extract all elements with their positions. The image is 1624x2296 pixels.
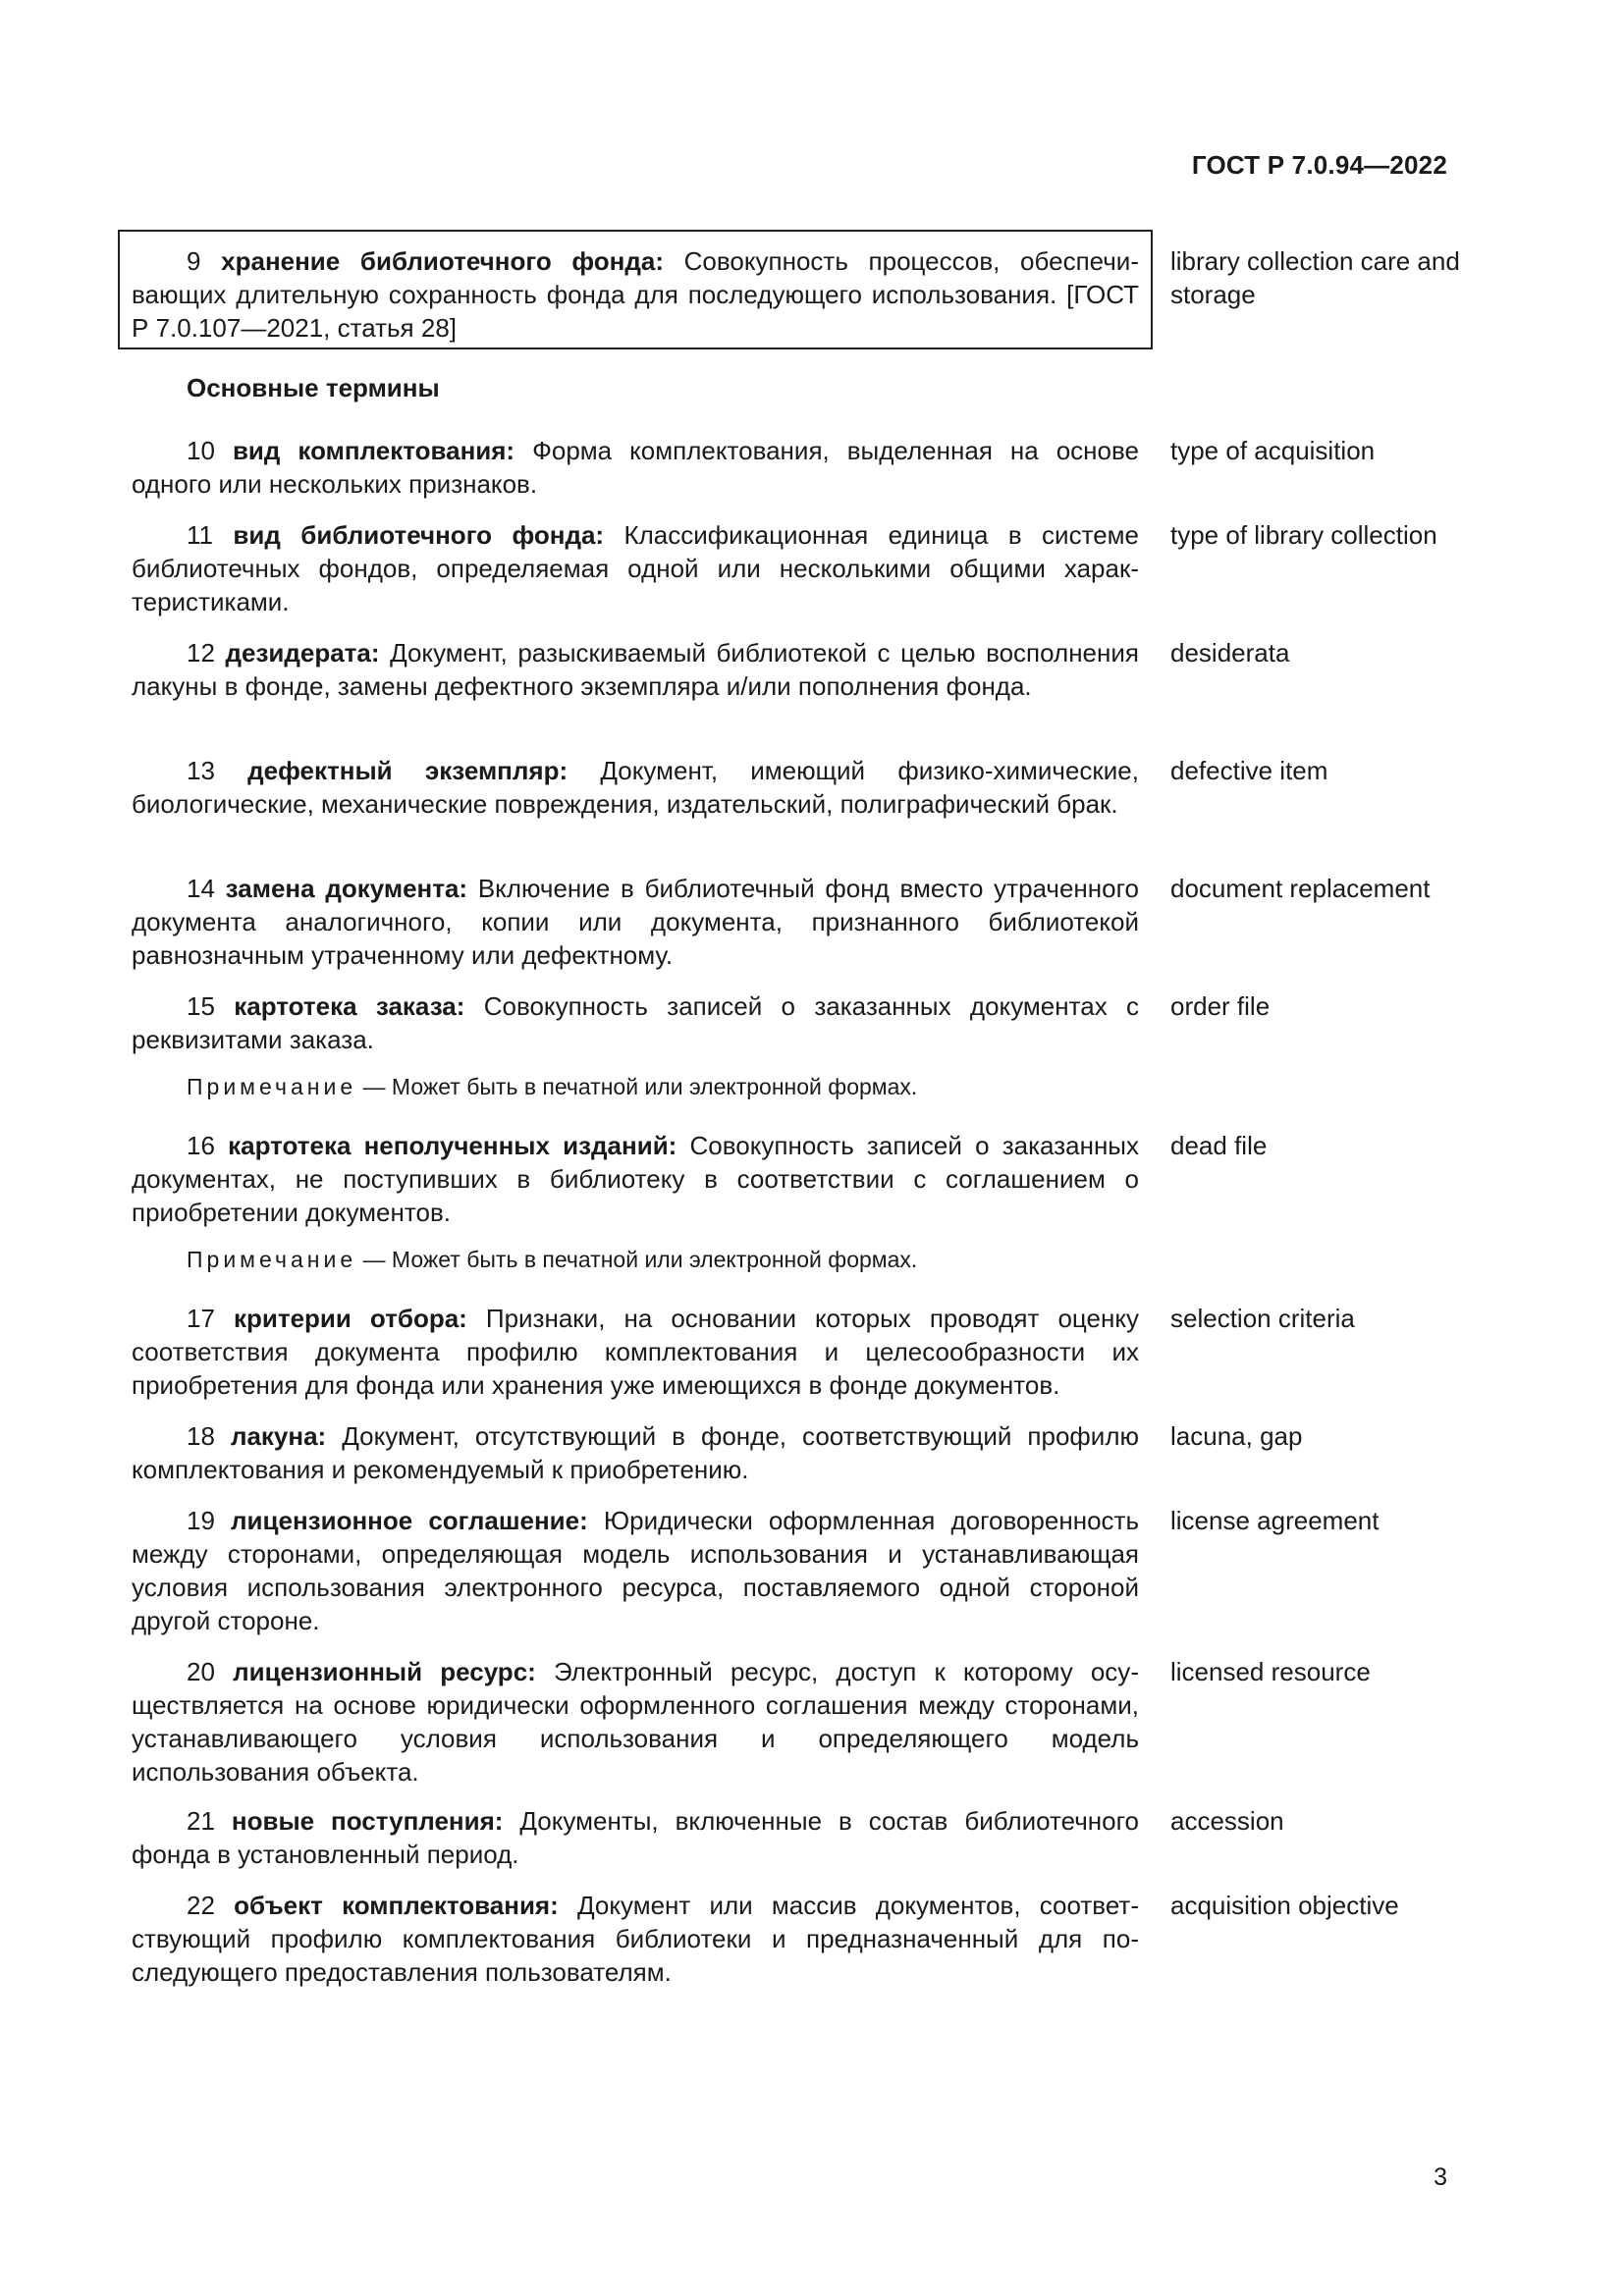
term-number: 9	[187, 246, 201, 276]
term-text: Включение в библиотечный фонд вместо утраченного документа аналогичного, копии или документа, признанного библиотекой равнозначным утраченному или дефектному.	[132, 874, 1139, 970]
term-number: 18	[187, 1421, 215, 1451]
term-definition	[132, 1804, 1139, 1871]
note-label: Примечание	[187, 1247, 357, 1272]
term-number: 10	[187, 436, 215, 465]
term-name: вид библиотечного фонда:	[233, 520, 605, 550]
term-number: 16	[187, 1131, 215, 1160]
term-number: 11	[187, 520, 213, 550]
term-definition	[132, 518, 1139, 618]
english-equivalent: library collection care and storage	[1170, 246, 1460, 309]
term-name: замена документа:	[225, 874, 468, 903]
term-number: 17	[187, 1304, 215, 1333]
english-equivalent: acquisition objective	[1170, 1891, 1399, 1920]
term-text: Классификационная единица в системе библиотечных фондов, определяемая одной или несколькими общими характеристиками.	[132, 520, 1139, 616]
term-text: Документы, включенные в состав библиотечного фонда в установленный период.	[132, 1806, 1139, 1869]
term-definition	[132, 1302, 1139, 1402]
term-name: лицензионное соглашение:	[231, 1506, 588, 1535]
term-text: Признаки, на основании которых проводят оценку соответствия документа профилю комплектования и целесообразности их приобретения для фонда или хранения уже имеющихся в фонде документов.	[132, 1304, 1139, 1400]
term-name: вид комплектования:	[232, 436, 515, 465]
term-definition	[132, 1655, 1139, 1789]
term-name: хранение библиотечного фонда:	[221, 246, 664, 276]
english-equivalent: type of library collection	[1170, 520, 1437, 550]
term-number: 21	[187, 1806, 215, 1836]
note-text: — Может быть в печатной или электронной формах.	[356, 1074, 918, 1099]
term-definition	[132, 636, 1139, 703]
term-definition	[132, 754, 1139, 821]
term-text: Документ, имеющий физико-химические, биологические, механические повреждения, издательский, полиграфический брак.	[132, 756, 1139, 819]
term-name: новые поступления:	[231, 1806, 504, 1836]
term-text: Юридически оформленная договоренность между сторонами, определяющая модель использования и устанавливающая условия использования электронного ресурса, поставляемого одной стороной другой стороне.	[132, 1506, 1139, 1635]
english-equivalent: selection criteria	[1170, 1304, 1355, 1333]
term-text: Документ, отсутствующий в фонде, соответствующий профилю комплектования и рекомендуемый к приобретению.	[132, 1421, 1139, 1484]
term-definition	[132, 1129, 1139, 1229]
english-equivalent: license agreement	[1170, 1506, 1380, 1535]
english-equivalent: defective item	[1170, 756, 1328, 785]
term-name: дефектный экземпляр:	[247, 756, 568, 785]
term-name: объект комплектования:	[234, 1891, 559, 1920]
term-text: Совокупность процессов, обеспечивающих длительную сохранность фонда для последующего использования. [ГОСТ Р 7.0.107—2021, статья 28]	[132, 246, 1139, 343]
term-number: 22	[187, 1891, 215, 1920]
term-name: лицензионный ресурс:	[233, 1657, 536, 1686]
term-text: Совокупность записей о заказанных документах, не поступивших в библиотеку в соответствии с соглашением о приобретении документов.	[132, 1131, 1139, 1227]
english-equivalent: lacuna, gap	[1170, 1421, 1303, 1451]
term-text: Совокупность записей о заказанных документах с реквизитами заказа.	[132, 991, 1140, 1054]
term-definition	[132, 1504, 1139, 1637]
english-equivalent: accession	[1170, 1806, 1284, 1836]
term-name: картотека неполученных изданий:	[228, 1131, 677, 1160]
term-text: Электронный ресурс, доступ к которому осуществляется на основе юридически оформленного соглашения между сторонами, устанавливающего условия использования и определяющего модель использования объекта.	[132, 1657, 1139, 1787]
term-number: 13	[187, 756, 215, 785]
term-number: 20	[187, 1657, 215, 1686]
term-number: 19	[187, 1506, 215, 1535]
note-text: — Может быть в печатной или электронной формах.	[356, 1247, 918, 1272]
document-header: ГОСТ Р 7.0.94—2022	[1191, 150, 1447, 180]
term-name: лакуна:	[230, 1421, 327, 1451]
term-number: 15	[187, 991, 215, 1021]
english-equivalent: document replacement	[1170, 874, 1431, 903]
term-definition	[132, 1889, 1139, 1989]
term-name: картотека заказа:	[234, 991, 465, 1021]
term-definition	[132, 244, 1139, 345]
term-name: критерии отбора:	[233, 1304, 467, 1333]
english-equivalent: desiderata	[1170, 638, 1290, 667]
term-text: Форма комплектования, выделенная на основе одного или нескольких признаков.	[132, 436, 1139, 499]
page-number: 3	[1434, 2163, 1447, 2191]
english-equivalent: order file	[1170, 991, 1271, 1021]
term-number: 14	[187, 874, 215, 903]
term-definition	[132, 989, 1139, 1056]
term-text: Документ или массив документов, соответствующий профилю комплектования библиотеки и предназначенный для последующего предоставления пользователям.	[132, 1891, 1139, 1987]
term-number: 12	[187, 638, 215, 667]
section-title: Основные термины	[187, 373, 440, 402]
term-note	[187, 1245, 917, 1274]
term-name: дезидерата:	[225, 638, 380, 667]
term-text: Документ, разыскиваемый библиотекой с целью восполнения лакуны в фонде, замены дефектного экземпляра и/или пополнения фонда.	[132, 638, 1139, 701]
term-definition	[132, 1419, 1139, 1486]
english-equivalent: licensed resource	[1170, 1657, 1371, 1686]
note-label: Примечание	[187, 1074, 357, 1099]
term-definition	[132, 434, 1139, 501]
term-definition	[132, 872, 1139, 972]
english-equivalent: type of acquisition	[1170, 436, 1376, 465]
english-equivalent: dead file	[1170, 1131, 1268, 1160]
term-note	[187, 1072, 917, 1101]
